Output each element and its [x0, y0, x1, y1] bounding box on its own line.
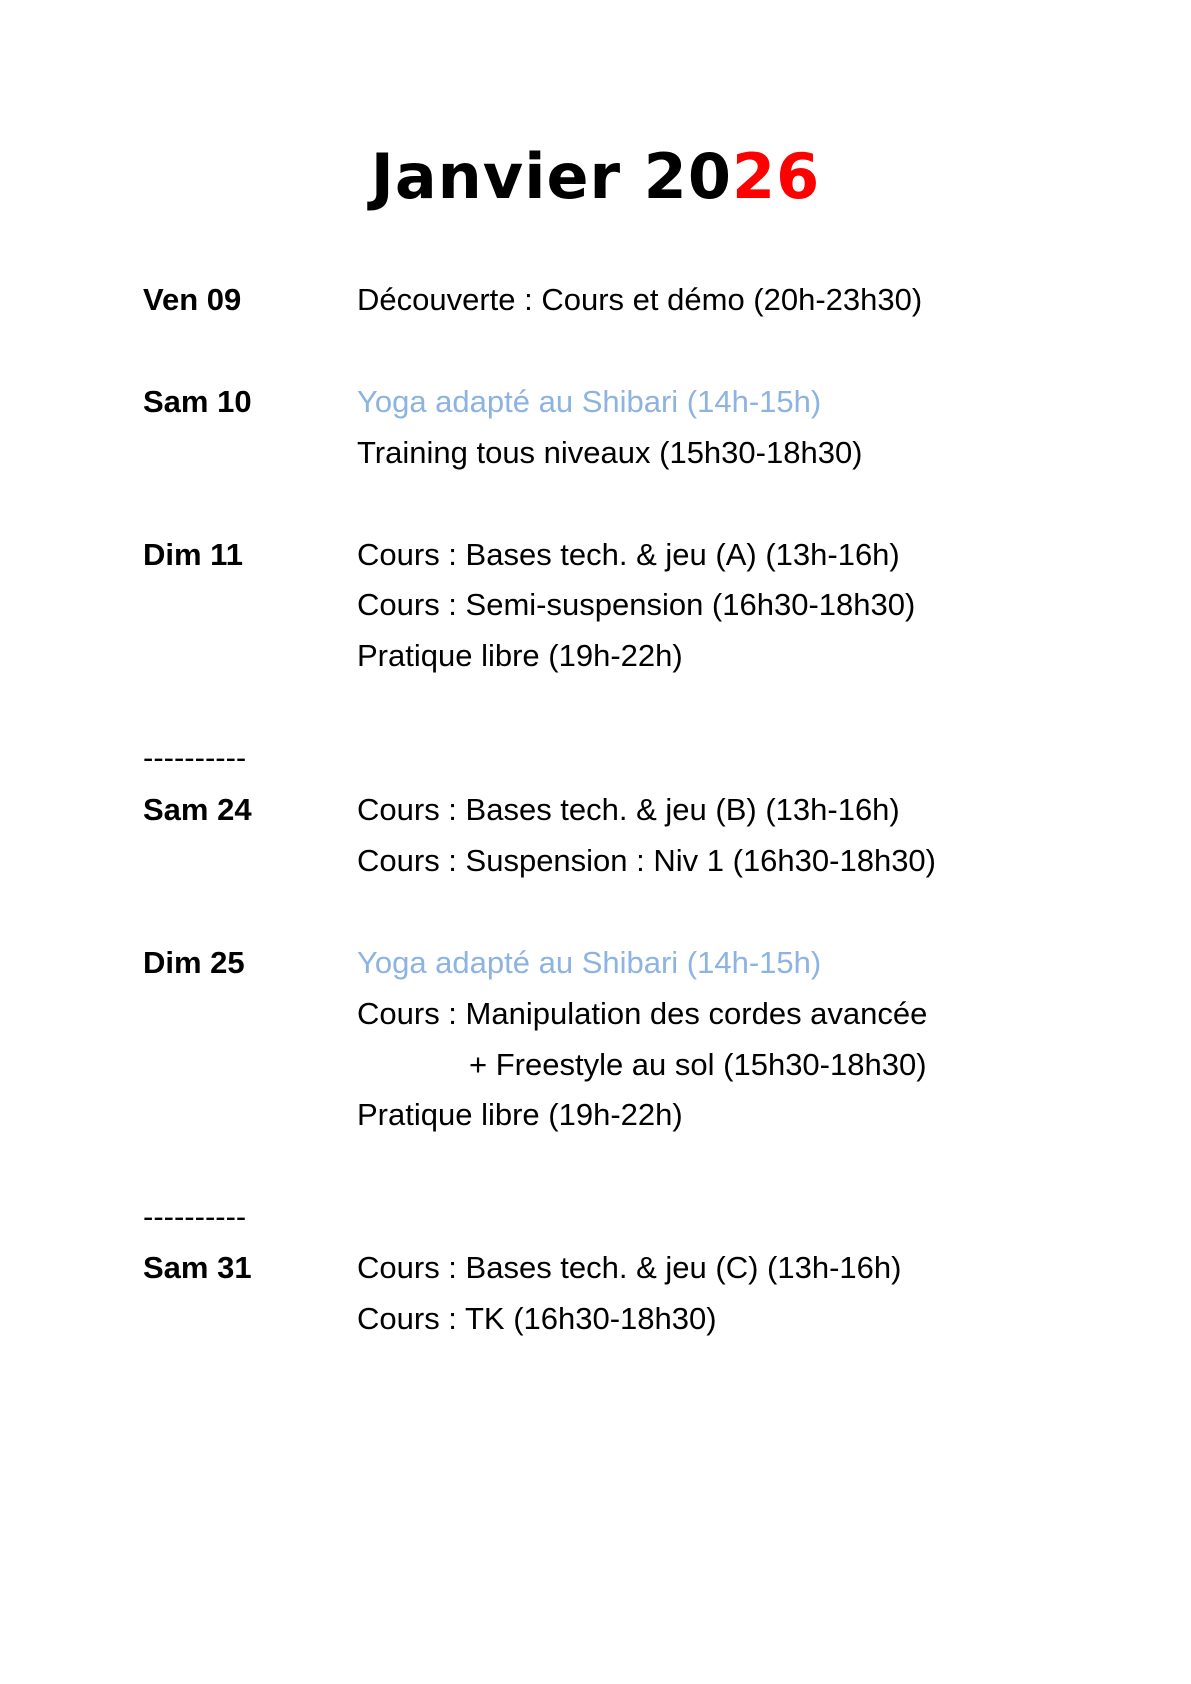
- separator: ----------: [143, 740, 247, 775]
- event: Cours : Suspension : Niv 1 (16h30-18h30): [357, 843, 936, 878]
- event: Pratique libre (19h-22h): [357, 638, 683, 673]
- event: Cours : Bases tech. & jeu (B) (13h-16h): [357, 792, 900, 827]
- page-title: [0, 140, 1191, 213]
- event-yoga: Yoga adapté au Shibari (14h-15h): [357, 945, 822, 980]
- title-month: Janvier 20: [370, 140, 732, 213]
- day-label: Dim 25: [143, 945, 245, 980]
- event: Cours : TK (16h30-18h30): [357, 1301, 717, 1336]
- day-label: Ven 09: [143, 282, 242, 317]
- day-label: Sam 31: [143, 1250, 252, 1285]
- day-label: Sam 24: [143, 792, 252, 827]
- event: Cours : Semi-suspension (16h30-18h30): [357, 587, 916, 622]
- event: Training tous niveaux (15h30-18h30): [357, 435, 863, 470]
- event: Cours : Bases tech. & jeu (C) (13h-16h): [357, 1250, 902, 1285]
- day-label: Sam 10: [143, 384, 252, 419]
- event: Cours : Bases tech. & jeu (A) (13h-16h): [357, 537, 900, 572]
- title-year-accent: 26: [731, 140, 821, 213]
- event: Découverte : Cours et démo (20h-23h30): [357, 282, 923, 317]
- event: Cours : Manipulation des cordes avancée: [357, 996, 928, 1031]
- separator: ----------: [143, 1199, 247, 1234]
- event-continuation: + Freestyle au sol (15h30-18h30): [469, 1047, 927, 1082]
- event-yoga: Yoga adapté au Shibari (14h-15h): [357, 384, 822, 419]
- day-label: Dim 11: [143, 537, 243, 572]
- event: Pratique libre (19h-22h): [357, 1097, 683, 1132]
